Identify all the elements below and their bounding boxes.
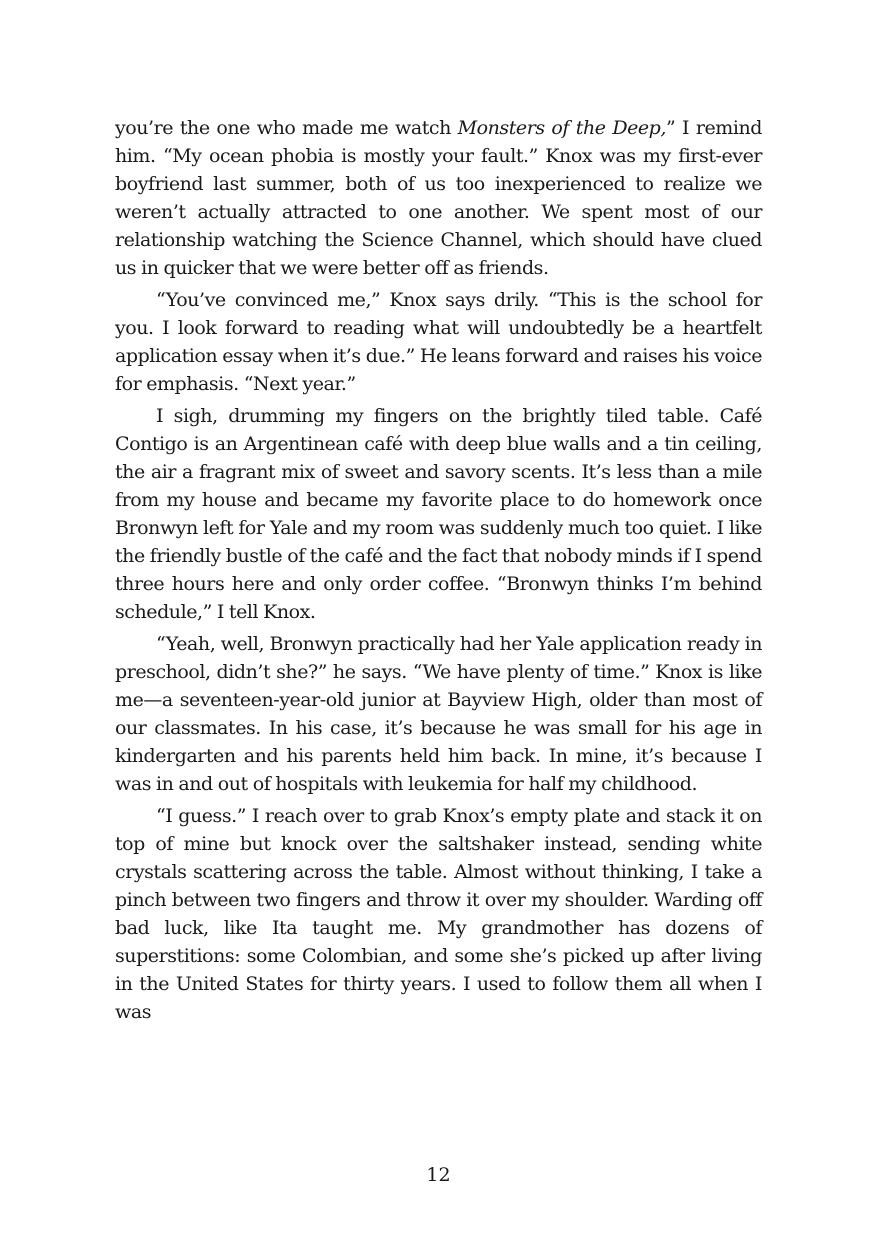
paragraph-1-rest: ” I remind him. “My ocean phobia is mostly your fault.” Knox was my first-ever boyfriend last summer, both of us too inexperienced to realize we weren’t actually attracted to one another. We spent most of our relationship watching the Science Channel, which should have clued us in quicker that we were better off as friends. xyxy=(115,117,763,279)
paragraph-5: “I guess.” I reach over to grab Knox’s empty plate and stack it on top of mine but knock over the saltshaker instead, sending white crystals scattering across the table. Almost without thinking, I take a pinch between two fingers and throw it over my shoulder. Warding off bad luck, like Ita taught me. My grandmother has dozens of superstitions: some Colombian, and some she’s picked up after living in the United States for thirty years. I used to follow them all when I was xyxy=(115,805,762,1023)
page-number: 12 xyxy=(426,1164,451,1186)
paragraph-2: “You’ve convinced me,” Knox says drily. “This is the school for you. I look forward to reading what will undoubtedly be a heartfelt application essay when it’s due.” He leans forward and raises his voice for emphasis. “Next year.” xyxy=(115,289,762,395)
body-text xyxy=(115,114,762,1030)
paragraph-4: “Yeah, well, Bronwyn practically had her Yale application ready in preschool, didn’t she?” he says. “We have plenty of time.” Knox is like me—a seventeen-year-old junior at Bayview High, older than most of our classmates. In his case, it’s because he was small for his age in kindergarten and his parents held him back. In mine, it’s because I was in and out of hospitals with leukemia for half my childhood. xyxy=(115,633,762,795)
paragraph-1 xyxy=(115,114,762,282)
paragraph-3: I sigh, drumming my fingers on the brightly tiled table. Café Contigo is an Argentinean café with deep blue walls and a tin ceiling, the air a fragrant mix of sweet and savory scents. It’s less than a mile from my house and became my favorite place to do homework once Bronwyn left for Yale and my room was suddenly much too quiet. I like the friendly bustle of the café and the fact that nobody minds if I spend three hours here and only order coffee. “Bronwyn thinks I’m behind schedule,” I tell Knox. xyxy=(115,405,762,623)
book-title-italic: Monsters of the Deep, xyxy=(457,117,666,139)
paragraph-1-start: you’re the one who made me watch xyxy=(115,117,458,139)
